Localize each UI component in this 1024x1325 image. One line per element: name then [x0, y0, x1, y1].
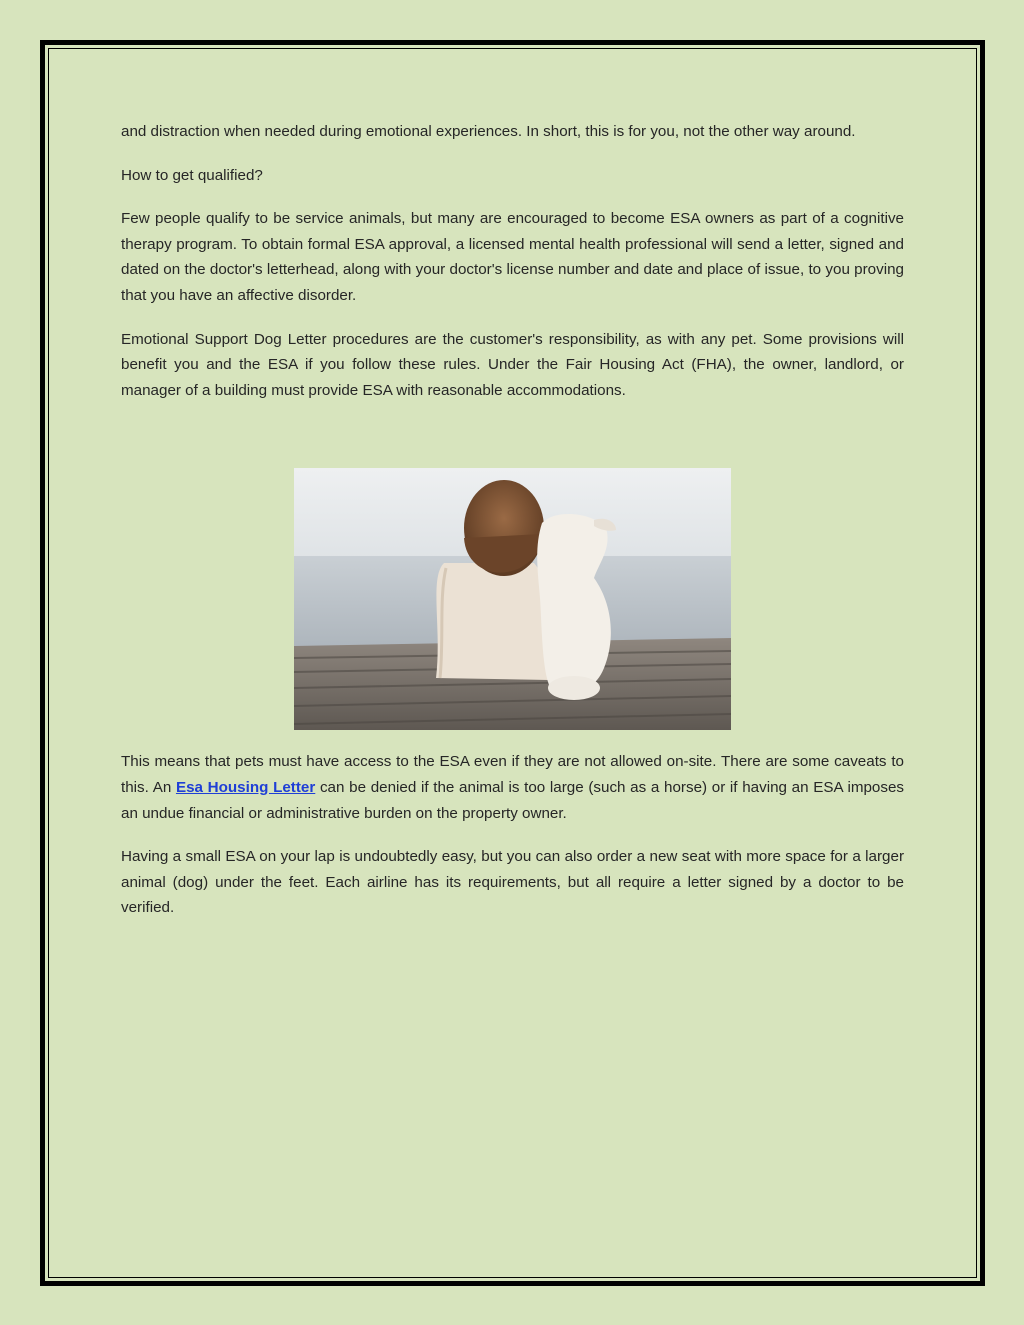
paragraph-procedures: Emotional Support Dog Letter procedures are the customer's responsibility, as with any pet. Some provisions will benefit you and the ESA if you follow these rules. Under the Fair Housing Act (FHA), the owner, landlord, or manager of a building must provide ESA with reasonable accommodations.: [121, 330, 904, 399]
paragraph-qualification: Few people qualify to be service animals, but many are encouraged to become ESA owners as part of a cognitive therapy program. To obtain formal ESA approval, a licensed mental health professional will send a letter, signed and dated on the doctor's letterhead, along with your doctor's license number and date and place of issue, to you proving that you have an affective disorder.: [121, 210, 904, 304]
paragraph-distraction: and distraction when needed during emotional experiences. In short, this is for you, not the other way around.: [121, 123, 856, 140]
paragraph-caveats-text-start: This means that pets must have access to the ESA even if they are not allowed on-site. There are some caveats to this. An: [121, 753, 904, 796]
photo-illustration: [294, 468, 731, 730]
paragraph-airline: Having a small ESA on your lap is undoubtedly easy, but you can also order a new seat with more space for a larger animal (dog) under the feet. Each airline has its requirements, but all require a letter signed by a doctor to be verified.: [121, 848, 904, 917]
woman-and-dog-photo: [294, 468, 731, 730]
paragraph-caveats: [121, 749, 904, 826]
heading-how-to-get-qualified: How to get qualified?: [121, 166, 263, 184]
paragraph-caveats-text-end: can be denied if the animal is too large (such as a horse) or if having an ESA imposes an undue financial or administrative burden on the property owner.: [121, 778, 904, 822]
spacer: [121, 421, 904, 468]
esa-housing-letter-link[interactable]: Esa Housing Letter: [175, 778, 316, 796]
document-body: [121, 119, 904, 939]
spacer: [121, 730, 904, 749]
